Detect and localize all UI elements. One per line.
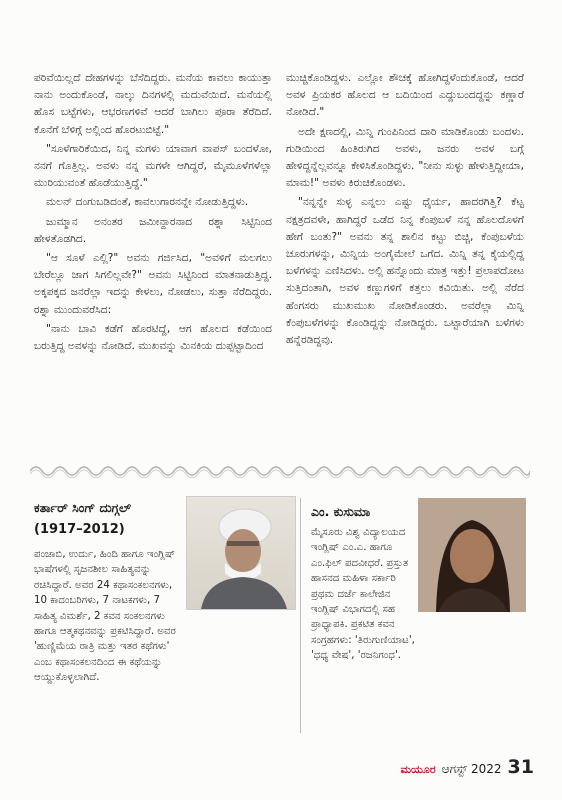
author-bio-text: ಪಂಜಾಬಿ, ಉರ್ದು, ಹಿಂದಿ ಹಾಗೂ ಇಂಗ್ಲಿಷ್ ಭಾಷೆಗಳಲ್ಲಿ ಸೃಜನಶೀಲ ಸಾಹಿತ್ಯವನ್ನು ರಚಿಸಿದ್ದಾರೆ. ಅವರ 24 ಕಥಾಸಂಕಲನಗಳು, 10 ಕಾದಂಬರಿಗಳು, 7 ನಾಟಕಗಳು, 7 ಸಾಹಿತ್ಯ ವಿಮರ್ಶೆ, 2 ಕವನ ಸಂಕಲನಗಳು ಹಾಗೂ ಆತ್ಮಕಥನವನ್ನು ಪ್ರಕಟಿಸಿದ್ದಾರೆ. ಅವರ 'ಹುಣ್ಣಿಮೆಯ ರಾತ್ರಿ ಮತ್ತು ಇತರ ಕಥೆಗಳು' ಎಂಬ ಕಥಾಸಂಕಲನದಿಂದ ಈ ಕಥೆಯನ್ನು ಆಯ್ದುಕೊಳ್ಳಲಾಗಿದೆ. (34, 549, 176, 684)
translator-bio-text: ಮೈಸೂರು ವಿಶ್ವ ವಿದ್ಯಾಲಯದ ಇಂಗ್ಲಿಷ್ ಎಂ.ಎ. ಹಾಗೂ ಎಂ.ಫಿಲ್ ಪದವೀಧರೆ. ಪ್ರಸ್ತುತ ಹಾಸನದ ಮಹಿಳಾ ಸರ್ಕಾರಿ ಪ್ರಥಮ ದರ್ಜೆ ಕಾಲೇಜಿನ ಇಂಗ್ಲಿಷ್ ವಿಭಾಗದಲ್ಲಿ ಸಹ ಪ್ರಾಧ್ಯಾಪಕಿ. ಪ್ರಕಟಿತ ಕವನ ಸಂಗ್ರಹಗಳು: 'ತಿರುಗುಣಿಯಾಟ', 'ಧಧ್ಯ ವೇಷ', 'ರಜನಿಗಂಧ'. (311, 527, 415, 662)
paragraph: ಮಲನ್ ದಂಗುಬಡಿದಂತೆ, ಕಾವಲುಗಾರನನ್ನೇ ನೋಡುತ್ತಿದ್ದಳು. (46, 196, 249, 209)
page-footer (401, 756, 534, 778)
author-photo (186, 496, 296, 610)
decorative-wave-divider (30, 460, 530, 482)
translator-name: ಎಂ. ಕುಸುಮಾ (311, 504, 371, 519)
author-name: ಕರ್ತಾರ್ ಸಿಂಗ್ ದುಗ್ಗಲ್ (34, 500, 132, 515)
paragraph: "ಆ ಸೂಳೆ ಎಲ್ಲಿ?" ಅವನು ಗರ್ಜಿಸಿದ, "ಅವಳಿಗೆ ಮಲಗಲು ಬೇರೆಲ್ಲೂ ಜಾಗ ಸಿಗಲಿಲ್ಲವೇ?" ಅವನು ಸಿಟ್ಟಿನಿಂದ ಮಾತನಾಡುತ್ತಿದ್ದ. ಅಕ್ಕಪಕ್ಕದ ಜನರೆಲ್ಲಾ ಇದನ್ನು ಕೇಳಲು, ನೋಡಲು, ಸುತ್ತಾ ನೆರೆದಿದ್ದರು. ರಶ್ನಾ ಮುಂದುವರೆಸಿದ: (34, 252, 272, 316)
author-years: (1917–2012) (34, 522, 125, 537)
paragraph: ಮುಚ್ಚಿಕೊಂಡಿದ್ದಳು. ಎಲ್ಲೋ ಶೌಚಕ್ಕೆ ಹೋಗಿದ್ದಳೆಂದುಕೊಂಡೆ, ಆದರೆ ಅವಳ ಪ್ರಿಯಕರ ಹೊಲದ ಆ ಬದಿಯಿಂದ ಎದ್ದುಬಂದದ್ದನ್ನು ಕಣ್ಣಾರೆ ನೋಡಿದೆ." (286, 72, 524, 119)
article-column-left (34, 70, 272, 357)
page-number: 31 (507, 756, 534, 778)
translator-photo (418, 498, 526, 612)
bio-divider (300, 498, 301, 733)
paragraph: "ಸೂಳೆಗಾರಿಕೆಯಿದ, ನಿನ್ನ ಮಗಳು ಯಾವಾಗ ವಾಪಸ್ ಬಂದಳೋ, ನನಗೆ ಗೊತ್ತಿಲ್ಲ. ಅವಳು ನನ್ನ ಮಗಳೇ ಆಗಿದ್ದರೆ, ಮೈಮೂಳೆಗಳೆಲ್ಲಾ ಮುರಿಯುವಂತೆ ಹೊಡೆಯುತ್ತಿದ್ದೆ." (34, 142, 272, 190)
issue-date: ಆಗಸ್ಟ್ 2022 (441, 762, 502, 776)
paragraph: ಪರಿವೆಯಿಲ್ಲದೆ ದೇಹಗಳನ್ನು ಬೆಸೆದಿದ್ದರು. ಮನೆಯ ಕಾವಲು ಕಾಯುತ್ತಾ ನಾನು ಅಂದುಕೊಂಡೆ, ನಾಲ್ಕು ದಿನಗಳಲ್ಲಿ ಮದುವೆಯಿದೆ. ಮನೆಯಲ್ಲಿ ಹೊಸ ಬಟ್ಟೆಗಳು, ಆಭರಣಗಳಿವೆ ಆದರೆ ಬಾಗಿಲು ಪೂರಾ ತೆರೆದಿದೆ. ಕೊನೆಗೆ ಬೆಳಿಗ್ಗೆ ಅಲ್ಲಿಂದ ಹೊರಟುಬಿಟ್ಟೆ." (34, 72, 272, 136)
article-column-right (286, 70, 524, 351)
paragraph: "ನಾನು ಬಾವಿ ಕಡೆಗೆ ಹೊರಟಿದ್ದೆ, ಆಗ ಹೊಲದ ಕಡೆಯಿಂದ ಬರುತ್ತಿದ್ದ ಅವಳನ್ನು ನೋಡಿದೆ. ಮುಖವನ್ನು ಮಿನಕಿಯ ದುಪ್ಪಟ್ಟಾದಿಂದ (34, 322, 272, 353)
paragraph: "ನನ್ನನ್ನೇ ಸುಳ್ಳ ಎನ್ನಲು ಎಷ್ಟು ಧೈರ್ಯ, ಹಾದರಗಿತ್ತಿ? ಕೆಟ್ಟ ನಕ್ಷತ್ರದವಳೇ, ಹಾಗಿದ್ದರೆ ಒಡೆದ ನಿನ್ನ ಕೆಂಪುಬಳೆ ನನ್ನ ಹೊಲದೊಳಗೆ ಹೇಗೆ ಬಂತು?" ಅವನು ತನ್ನ ಶಾಲಿನ ಕಟ್ಟು ಬಿಚ್ಚಿ, ಕೆಂಪುಬಳೆಯ ಚೂರುಗಳನ್ನು, ಮಿನ್ನಿಯ ಅಂಗೈಮೇಲೆ ಒಗೆದ. ಮಿನ್ನಿ ತನ್ನ ಕೈಯಲ್ಲಿದ್ದ ಬಳೆಗಳನ್ನು ಎಣಿಸಿದಳು. ಅಲ್ಲಿ ಹನ್ನೊಂದು ಮಾತ್ರ ಇತ್ತು! ಪ್ರಲಾಪದೋಟ ಸುತ್ತಿದಂತಾಗಿ, ಅವಳ ಕಣ್ಣುಗಳಿಗೆ ಕತ್ತಲು ಕವಿಯಿತು. ಅಲ್ಲಿ ನೆರೆದ ಹೆಂಗಸರು ಮುಖಮುಖ ನೋಡಿಕೊಂಡರು. ಅವರೆಲ್ಲಾ ಮಿನ್ನಿ ಕೆಂಪುಬಳೆಗಳನ್ನು ಕೊಂಡಿದ್ದನ್ನು ನೋಡಿದ್ದರು. ಒಟ್ಟಾರೆಯಾಗಿ ಬಳೆಗಳು ಹನ್ನೆರಡಿದ್ದವು. (286, 196, 524, 347)
paragraph: ಜುಮ್ಮಾನ ಅನಂತರ ಜಮೀನ್ದಾರನಾದ ರಶ್ನಾ ಸಿಟ್ಟಿನಿಂದ ಹೇಳತೊಡಗಿದ. (34, 215, 272, 245)
magazine-name: ಮಯೂರ (400, 763, 436, 776)
paragraph: ಅದೇ ಕ್ಷಣದಲ್ಲಿ, ಮಿನ್ನಿ ಗುಂಪಿನಿಂದ ದಾರಿ ಮಾಡಿಕೊಂಡು ಬಂದಳು. ಗುಡಿಯಿಂದ ಹಿಂತಿರುಗಿದ ಅವಳು, ಜನರು ಅವಳ ಬಗ್ಗೆ ಹೇಳಿದ್ದನ್ನೆಲ್ಲವನ್ನೂ ಕೇಳಿಸಿಕೊಂಡಿದ್ದಳು. "ನೀನು ಸುಳ್ಳು ಹೇಳುತ್ತಿದ್ದೀಯಾ, ಮಾಮ!" ಅವಳು ಕಿರುಚಿಕೊಂಡಳು. (286, 125, 524, 190)
